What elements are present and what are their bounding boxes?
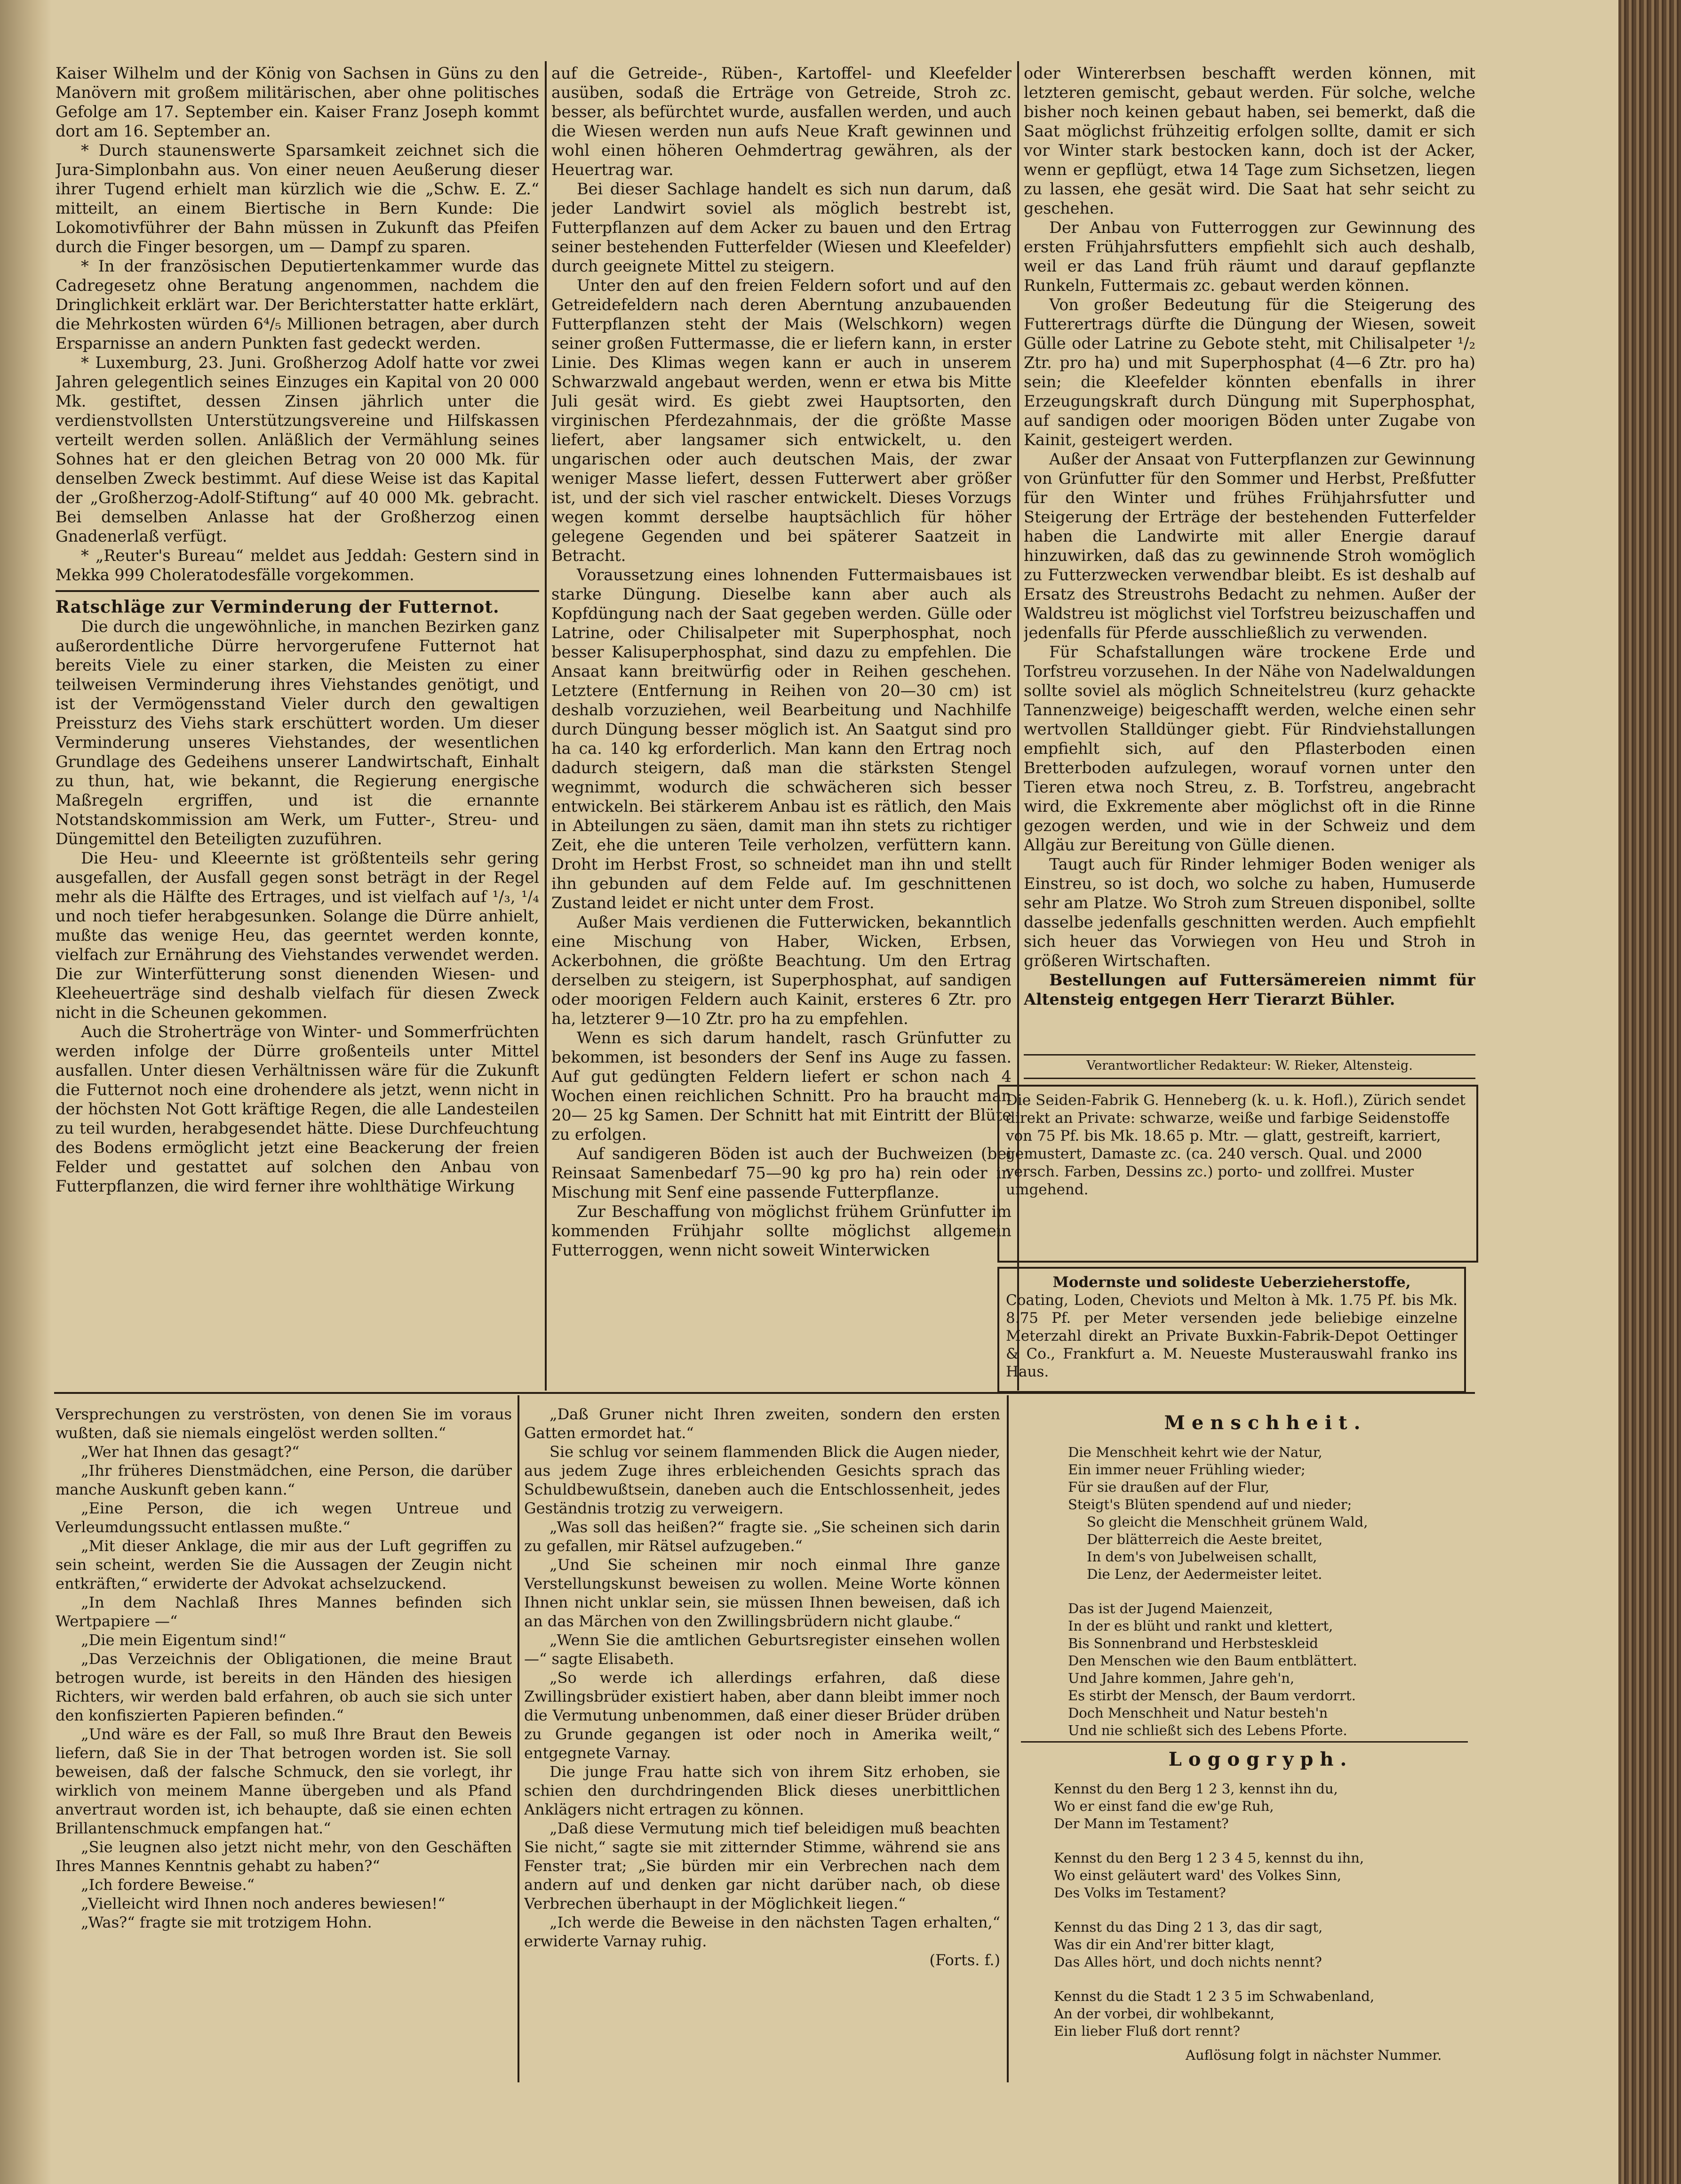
story-paragraph: „Und wäre es der Fall, so muß Ihre Braut den Beweis liefern, daß Sie in der That betrogen worden ist. Sie soll beweisen, daß der falsche Schmuck, den sie vorlegt, ihr wirklich von meinem Manne übergeben und als Pfand anvertraut worden ist, ich behaupte, daß sie einen echten Brillantenschmuck empfangen hat.“	[56, 1725, 512, 1837]
poem-line: Der Mann im Testament?	[1054, 1816, 1229, 1832]
poem-line: Das Alles hört, und doch nichts nennt?	[1054, 1954, 1322, 1970]
advertisement-fabrics	[997, 1267, 1466, 1393]
editor-rule	[1024, 1054, 1475, 1056]
poem-title: Logogryph.	[1168, 1748, 1354, 1770]
poem-line: So gleicht die Menschheit grünem Wald,	[1087, 1514, 1368, 1530]
poem-stanza	[1054, 1849, 1468, 1902]
poem-logogryph	[1054, 1748, 1468, 2064]
poem-line: Kennst du das Ding 2 1 3, das dir sagt,	[1054, 1919, 1323, 1935]
story-paragraph: „Wenn Sie die amtlichen Geburtsregister einsehen wollen —“ sagte Elisabeth.	[524, 1631, 1000, 1668]
story-paragraph: „Was soll das heißen?“ fragte sie. „Sie scheinen sich darin zu gefallen, mir Rätsel aufzugeben.“	[524, 1518, 1000, 1555]
story-paragraph: „Die mein Eigentum sind!“	[81, 1631, 287, 1649]
poem-separator	[1021, 1741, 1468, 1743]
story-column-1	[56, 1405, 512, 2082]
news-column-3	[1024, 64, 1475, 1052]
poem-menschheit	[1068, 1414, 1463, 1756]
article-paragraph: Wenn es sich darum handelt, rasch Grünfutter zu bekommen, ist besonders der Senf ins Auge zu fassen. Auf gut gedüngten Feldern liefert er schon nach 4 Wochen einen reichlichen Schnitt. Pro ha braucht man 20— 25 kg Samen. Der Schnitt hat mit Eintritt der Blüte zu erfolgen.	[551, 1029, 1012, 1144]
continuation-note: (Forts. f.)	[929, 1951, 1000, 1969]
ad-fabrics-body: Coating, Loden, Cheviots und Melton à Mk. 1.75 Pf. bis Mk. 8.75 Pf. per Meter versenden jede beliebige einzelne Meterzahl direkt an Private Buxkin-Fabrik-Depot Oettinger & Co., Frankfurt a. M. Neueste Musterauswahl franko ins Haus.	[1006, 1292, 1458, 1380]
poem-line: Für sie draußen auf der Flur,	[1068, 1479, 1269, 1495]
solution-note: Auflösung folgt in nächster Nummer.	[1186, 2047, 1442, 2063]
article-paragraph: Auf sandigeren Böden ist auch der Buchweizen (bei Reinsaat Samenbedarf 75—90 kg pro ha) rein oder in Mischung mit Senf eine passende Futterpflanze.	[551, 1144, 1012, 1201]
article-paragraph: Auch die Stroherträge von Winter- und Sommerfrüchten werden infolge der Dürre großenteils unter Mittel ausfallen. Unter diesen Verhältnissen wäre für die Zukunft die Futternot noch eine drohendere als jetzt, wenn nicht in der höchsten Not Gott kräftige Regen, die alle Landesteilen zu teil wurden, herabgesendet hätte. Diese Durchfeuchtung des Bodens ermöglicht jetzt eine Beackerung der freien Felder und gestattet auf solchen den Anbau von Futterpflanzen, die wird ferner ihre wohlthätige Wirkung	[56, 1023, 539, 1195]
poem-line: Was dir ein And'rer bitter klagt,	[1054, 1936, 1275, 1952]
article-paragraph: Die Heu- und Kleeernte ist größtenteils sehr gering ausgefallen, der Ausfall gegen sonst beträgt in der Regel mehr als die Hälfte des Ertrages, und ist vielfach auf ¹/₃, ¹/₄ und noch tiefer herabgesunken. Solange die Dürre anhielt, mußte das wenige Heu, das geerntet werden konnte, vielfach zur Ernährung des Viehstandes verwendet werden. Die zur Winterfütterung sonst dienenden Wiesen- und Kleeheuerträge sind deshalb vielfach für diesen Zweck nicht in die Scheunen gekommen.	[56, 849, 539, 1022]
poem-line: An der vorbei, dir wohlbekannt,	[1054, 2006, 1275, 2022]
binding-spine	[0, 0, 52, 2184]
editor-line: Verantwortlicher Redakteur: W. Rieker, Altensteig.	[1086, 1058, 1413, 1073]
story-paragraph: „Wer hat Ihnen das gesagt?“	[81, 1443, 300, 1461]
column-rule-4	[1007, 1395, 1009, 2082]
news-item: * Durch staunenswerte Sparsamkeit zeichnet sich die Jura-Simplonbahn aus. Von einer neuen Aeußerung dieser ihrer Tugend erhielt man kürzlich wie die „Schw. E. Z.“ mitteilt, an einem Biertische in Bern Kunde: Die Lokomotivführer der Bahn müssen in Zukunft das Pfeifen durch die Finger besorgen, um — Dampf zu sparen.	[56, 141, 539, 256]
poem-line: Das ist der Jugend Maienzeit,	[1068, 1600, 1273, 1616]
story-paragraph: Versprechungen zu verströsten, von denen Sie im voraus wußten, daß sie niemals eingelöst werden sollten.“	[56, 1405, 512, 1442]
poem-line: Kennst du die Stadt 1 2 3 5 im Schwabenland,	[1054, 1988, 1375, 2004]
news-item: * In der französischen Deputiertenkammer wurde das Cadregesetz ohne Beratung angenommen, nachdem die Dringlichkeit erklärt war. Der Berichterstatter hatte erklärt, die Mehrkosten würden 6⁴/₅ Millionen betragen, aber durch Ersparnisse an andern Punkten fast gedeckt werden.	[56, 257, 539, 352]
story-column-2	[524, 1405, 1000, 2082]
poem-stanza	[1054, 1919, 1468, 1971]
story-paragraph: „Und Sie scheinen mir noch einmal Ihre ganze Verstellungskunst beweisen zu wollen. Meine Worte können Ihnen nicht unklar sein, sie müssen Ihnen beweisen, daß ich an das Märchen von den Zwillingsbrüdern nicht glaube.“	[524, 1556, 1000, 1630]
story-paragraph: „Ihr früheres Dienstmädchen, eine Person, die darüber manche Auskunft geben kann.“	[56, 1462, 512, 1498]
article-paragraph: auf die Getreide-, Rüben-, Kartoffel- und Kleefelder ausüben, sodaß die Erträge von Getreide, Stroh zc. besser, als befürchtet wurde, ausfallen werden, und auch die Wiesen werden nun aufs Neue Kraft gewinnen und wohl einen höheren Oehmdertrag gewähren, als der Heuertrag war.	[551, 64, 1012, 179]
story-paragraph: „So werde ich allerdings erfahren, daß diese Zwillingsbrüder existiert haben, aber dann bleibt immer noch die Vermutung unbenommen, daß einer dieser Brüder drüben zu Grunde gegangen ist oder noch in Amerika weilt,“ entgegnete Varnay.	[524, 1669, 1000, 1762]
article-paragraph: oder Wintererbsen beschafft werden können, mit letzteren gemischt, gebaut werden. Für solche, welche bisher noch keinen gebaut haben, sei bemerkt, daß die Saat möglichst frühzeitig erfolgen sollte, damit er sich vor Winter stark bestocken kann, doch ist der Acker, wenn er gepflügt, etwa 14 Tage zum Sichsetzen, liegen zu lassen, ehe gesät wird. Die Saat hat sehr seicht zu geschehen.	[1024, 64, 1475, 217]
poem-line: Und nie schließt sich des Lebens Pforte.	[1068, 1722, 1347, 1738]
article-heading: Ratschläge zur Verminderung der Futternot.	[56, 597, 500, 617]
article-paragraph: Von großer Bedeutung für die Steigerung des Futterertrags dürfte die Düngung der Wiesen, soweit Gülle oder Latrine zu Gebote steht, mit Chilisalpeter ¹/₂ Ztr. pro ha) und mit Superphosphat (4—6 Ztr. pro ha) sein; die Kleefelder könnten ebenfalls in ihrer Erzeugungskraft durch Düngung mit Superphosphat, auf sandigen oder moorigen Böden unter Zugabe von Kainit, gesteigert werden.	[1024, 296, 1475, 449]
article-paragraph: Unter den auf den freien Feldern sofort und auf den Getreidefeldern nach deren Aberntung anzubauenden Futterpflanzen steht der Mais (Welschkorn) wegen seiner großen Futtermasse, die er liefern kann, in erster Linie. Des Klimas wegen kann er auch in unserem Schwarzwald angebaut werden, wenn er etwa bis Mitte Juli gesät wird. Es giebt zwei Hauptsorten, den virginischen Pferdezahnmais, der die größte Masse liefert, aber langsamer sich entwickelt, u. den ungarischen oder auch deutschen Mais, der zwar weniger Masse liefert, dessen Futterwert aber größer ist, und der sich viel rascher entwickelt. Dieses Vorzugs wegen kommt derselbe hauptsächlich für höher gelegene Gegenden und bei späterer Saatzeit in Betracht.	[551, 276, 1012, 565]
editor-rule-bottom	[1024, 1078, 1475, 1079]
article-paragraph: Bestellungen auf Futtersämereien nimmt für Altensteig entgegen Herr Tierarzt Bühler.	[1024, 971, 1475, 1008]
story-paragraph: „In dem Nachlaß Ihres Mannes befinden sich Wertpapiere —“	[56, 1593, 512, 1630]
ad-silk-text: Die Seiden-Fabrik G. Henneberg (k. u. k. Hofl.), Zürich sendet direkt an Private: schwarze, weiße und farbige Seidenstoffe von 75 Pf. bis Mk. 18.65 p. Mtr. — glatt, gestreift, karriert, gemustert, Damaste zc. (ca. 240 versch. Qual. und 2000 versch. Farben, Dessins zc.) porto- und zollfrei. Muster umgehend.	[1006, 1092, 1466, 1198]
poem-line: Kennst du den Berg 1 2 3, kennst ihn du,	[1054, 1781, 1338, 1797]
poem-line: Und Jahre kommen, Jahre geh'n,	[1068, 1670, 1295, 1686]
article-paragraph: Außer der Ansaat von Futterpflanzen zur Gewinnung von Grünfutter für den Sommer und Herbst, Preßfutter für den Winter und frühes Frühjahrsfutter und Steigerung der Erträge der bestehenden Futterfelder haben die Landwirte mit aller Energie darauf hinzuwirken, daß das zu gewinnende Stroh womöglich zu Futterzwecken verwendbar bleibt. Es ist deshalb auf Ersatz des Streustrohs Bedacht zu nehmen. Außer der Waldstreu ist möglichst viel Torfstreu beizuschaffen und jedenfalls für Pferde ausschließlich zu verwenden.	[1024, 450, 1475, 642]
story-paragraph: „Eine Person, die ich wegen Untreue und Verleumdungssucht entlassen mußte.“	[56, 1499, 512, 1536]
heading-rule	[56, 590, 539, 592]
poem-line: In der es blüht und rankt und klettert,	[1068, 1618, 1333, 1634]
poem-line: Kennst du den Berg 1 2 3 4 5, kennst du ihn,	[1054, 1850, 1364, 1866]
poem-line: Des Volks im Testament?	[1054, 1885, 1226, 1901]
story-paragraph: „Was?“ fragte sie mit trotzigem Hohn.	[81, 1913, 372, 1931]
poem-line: Steigt's Blüten spendend auf und nieder;	[1068, 1496, 1352, 1512]
poem-line: Der blätterreich die Aeste breitet,	[1087, 1531, 1323, 1547]
poem-line: Es stirbt der Mensch, der Baum verdorrt.	[1068, 1688, 1356, 1704]
poem-line: Doch Menschheit und Natur besteh'n	[1068, 1705, 1328, 1721]
poem-line: Die Lenz, der Aedermeister leitet.	[1087, 1566, 1322, 1582]
news-item: Kaiser Wilhelm und der König von Sachsen in Güns zu den Manövern mit großem militärischen, aber ohne politisches Gefolge am 17. September ein. Kaiser Franz Joseph kommt dort am 16. September an.	[56, 64, 539, 140]
column-rule-3	[518, 1395, 519, 2082]
poem-title: Menschheit.	[1164, 1412, 1367, 1434]
book-edge	[1618, 0, 1681, 2184]
poem-line: Die Menschheit kehrt wie der Natur,	[1068, 1444, 1322, 1460]
story-paragraph: Sie schlug vor seinem flammenden Blick die Augen nieder, aus jedem Zuge ihres erbleichenden Gesichts sprach das Schuldbewußtsein, daneben auch die Entschlossenheit, jedes Geständnis trotzig zu verweigern.	[524, 1443, 1000, 1517]
article-paragraph: Die durch die ungewöhnliche, in manchen Bezirken ganz außerordentliche Dürre hervorgerufene Futternot hat bereits Viele zu einer starken, die Meisten zu einer teilweisen Verminderung ihres Viehstandes genötigt, und ist der Vermögensstand Vieler durch den gewaltigen Preissturz des Viehs stark erschüttert worden. Um dieser Verminderung unseres Viehstandes, der wesentlichen Grundlage des Gedeihens unserer Landwirtschaft, Einhalt zu thun, hat, wie bekannt, die Regierung energische Maßregeln ergriffen, und ist die ernannte Notstandskommission am Werk, um Futter-, Streu- und Düngemittel den Beteiligten zuzuführen.	[56, 617, 539, 848]
poem-line: Wo einst geläutert ward' des Volkes Sinn,	[1054, 1867, 1342, 1883]
article-paragraph: Taugt auch für Rinder lehmiger Boden weniger als Einstreu, so ist doch, wo solche zu haben, Humuserde sehr am Platze. Wo Stroh zum Streuen disponibel, sollte dasselbe jedenfalls geschnitten werden. Auch empfiehlt sich heuer das Vorwiegen von Heu und Stroh in größeren Wirtschaften.	[1024, 855, 1475, 970]
poem-line: Wo er einst fand die ew'ge Ruh,	[1054, 1798, 1274, 1814]
story-paragraph: Die junge Frau hatte sich von ihrem Sitz erhoben, sie schien den durchdringenden Blick dieses unerbittlichen Anklägers nicht ertragen zu können.	[524, 1763, 1000, 1818]
article-paragraph: Voraussetzung eines lohnenden Futtermaisbaues ist starke Düngung. Dieselbe kann aber auch als Kopfdüngung nach der Saat gegeben werden. Gülle oder Latrine, oder Chilisalpeter mit Superphosphat, noch besser Kalisuperphosphat, sind dazu zu empfehlen. Die Ansaat kann breitwürfig oder in Reihen geschehen. Letztere (Entfernung in Reihen von 20—30 cm) ist deshalb vorzuziehen, weil Bearbeitung und Nachhilfe durch Düngung besser möglich ist. An Saatgut sind pro ha ca. 140 kg erforderlich. Man kann den Ertrag noch dadurch steigern, daß man die stärksten Stengel wegnimmt, wodurch die schwächeren sich besser entwickeln. Bei stärkerem Anbau ist es rätlich, den Mais in Abteilungen zu säen, damit man ihn stets zu richtiger Zeit, ehe die unteren Teile verholzen, verfüttern kann. Droht im Herbst Frost, so schneidet man ihn und stellt ihn gebunden auf dem Felde auf. Im geschnittenen Zustand leidet er nicht unter dem Frost.	[551, 566, 1012, 912]
article-paragraph: Bei dieser Sachlage handelt es sich nun darum, daß jeder Landwirt soviel als möglich bestrebt ist, Futterpflanzen auf dem Acker zu bauen und den Ertrag seiner bestehenden Futterfelder (Wiesen und Kleefelder) durch geeignete Mittel zu steigern.	[551, 180, 1012, 275]
story-paragraph: „Ich werde die Beweise in den nächsten Tagen erhalten,“ erwiderte Varnay ruhig.	[524, 1913, 1000, 1950]
ad-fabrics-title: Modernste und solideste Ueberzieherstoffe,	[1052, 1274, 1411, 1291]
poem-stanza	[1054, 1780, 1468, 1832]
story-paragraph: „Sie leugnen also jetzt nicht mehr, von den Geschäften Ihres Mannes Kenntnis gehabt zu haben?“	[56, 1838, 512, 1875]
story-paragraph: „Ich fordere Beweise.“	[81, 1876, 255, 1894]
poem-line: Den Menschen wie den Baum entblättert.	[1068, 1653, 1357, 1669]
article-paragraph: Für Schafstallungen wäre trockene Erde und Torfstreu vorzusehen. In der Nähe von Nadelwaldungen sollte soviel als möglich Schneitelstreu (kurz gehackte Tannenzweige) beigeschafft werden, welche einen sehr wertvollen Stalldünger giebt. Für Rindviehstallungen empfiehlt sich, auf den Pflasterboden einen Bretterboden aufzulegen, worauf vornen unter den Tieren etwa noch Streu, z. B. Torfstreu, angebracht wird, die Exkremente aber möglichst oft in die Rinne gezogen werden, und wie in der Schweiz und dem Allgäu zur Bereitung von Gülle dienen.	[1024, 643, 1475, 854]
poem-stanza	[1068, 1444, 1463, 1583]
story-paragraph: „Das Verzeichnis der Obligationen, die meine Braut betrogen wurde, ist bereits in den Händen des hiesigen Richters, wir werden bald erfahren, ob auch sie sich unter den konfiszierten Papieren befinden.“	[56, 1650, 512, 1724]
story-paragraph: „Vielleicht wird Ihnen noch anderes bewiesen!“	[81, 1895, 446, 1912]
poem-line: Ein immer neuer Frühling wieder;	[1068, 1462, 1306, 1478]
story-paragraph: „Mit dieser Anklage, die mir aus der Luft gegriffen zu sein scheint, werden Sie die Aussagen der Zeugin nicht entkräften,“ erwiderte der Advokat achselzuckend.	[56, 1537, 512, 1592]
advertisement-silk	[997, 1085, 1478, 1263]
poem-line: Bis Sonnenbrand und Herbsteskleid	[1068, 1635, 1318, 1651]
poem-line: Ein lieber Fluß dort rennt?	[1054, 2023, 1240, 2039]
story-paragraph: „Daß Gruner nicht Ihren zweiten, sondern den ersten Gatten ermordet hat.“	[524, 1405, 1000, 1442]
news-column-2	[551, 64, 1012, 1388]
article-paragraph: Zur Beschaffung von möglichst frühem Grünfutter im kommenden Frühjahr sollte möglichst allgemein Futterroggen, wenn nicht soweit Winterwicken	[551, 1202, 1012, 1259]
article-paragraph: Der Anbau von Futterroggen zur Gewinnung des ersten Frühjahrsfutters empfiehlt sich auch deshalb, weil er das Land früh räumt und darauf gepflanzte Runkeln, Futtermais zc. gebaut werden können.	[1024, 218, 1475, 295]
story-paragraph: „Daß diese Vermutung mich tief beleidigen muß beachten Sie nicht,“ sagte sie mit zitternder Stimme, während sie ans Fenster trat; „Sie bürden mir ein Verbrechen nach dem andern auf und denken gar nicht darüber nach, ob diese Verbrechen überhaupt in der Möglichkeit liegen.“	[524, 1819, 1000, 1912]
column-rule-1	[545, 61, 547, 1391]
poem-line: In dem's von Jubelweisen schallt,	[1087, 1549, 1317, 1565]
poem-stanza	[1054, 1988, 1468, 2040]
news-column-1	[56, 64, 539, 1388]
poem-stanza	[1068, 1600, 1463, 1739]
article-paragraph: Außer Mais verdienen die Futterwicken, bekanntlich eine Mischung von Haber, Wicken, Erbsen, Ackerbohnen, die größte Beachtung. Um den Ertrag derselben zu steigern, ist Superphosphat, auf sandigen oder moorigen Feldern auch Kainit, ersteres 6 Ztr. pro ha, letzterer 9—10 Ztr. pro ha zu empfehlen.	[551, 913, 1012, 1028]
news-item: * Luxemburg, 23. Juni. Großherzog Adolf hatte vor zwei Jahren gelegentlich seines Einzuges ein Kapital von 20 000 Mk. gestiftet, dessen Zinsen jährlich unter die verdienstvollsten Unterstützungsvereine und Hilfskassen verteilt werden sollen. Anläßlich der Vermählung seines Sohnes hat er den gleichen Betrag von 20 000 Mk. für denselben Zweck bestimmt. Auf diese Weise ist das Kapital der „Großherzog-Adolf-Stiftung“ auf 40 000 Mk. gebracht. Bei demselben Anlasse hat der Großherzog einen Gnadenerlaß verfügt.	[56, 353, 539, 545]
news-item: * „Reuter's Bureau“ meldet aus Jeddah: Gestern sind in Mekka 999 Choleratodesfälle vorgekommen.	[56, 546, 539, 584]
